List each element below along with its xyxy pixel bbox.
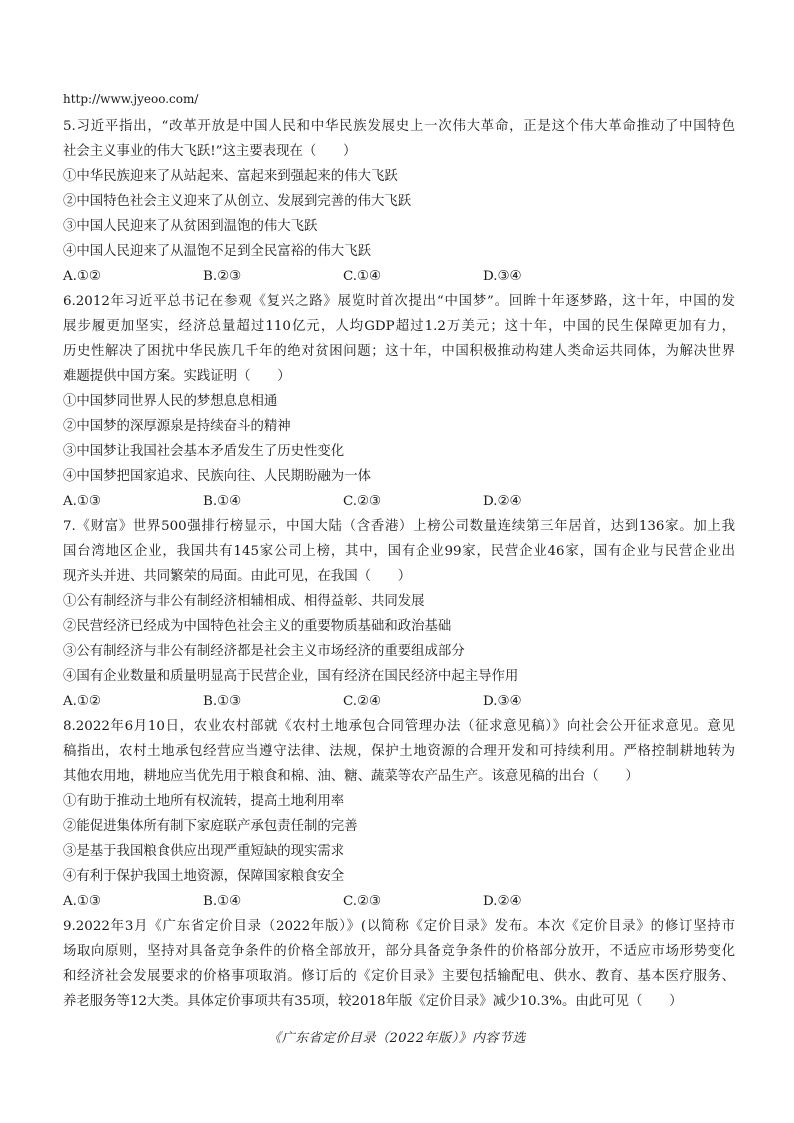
answer-choices bbox=[63, 489, 735, 514]
question-stem-line: 场取向原则，坚持对具备竞争条件的价格全部放开，部分具备竞争条件的价格部分放开，不适应市场形势变化 bbox=[63, 944, 735, 959]
answer-choice: B.②③ bbox=[203, 269, 242, 284]
statement-option: ④中国人民迎来了从温饱不足到全民富裕的伟大飞跃 bbox=[63, 244, 371, 259]
answer-choice: A.①② bbox=[63, 694, 101, 709]
answer-choice: B.①③ bbox=[203, 694, 242, 709]
answer-choice: C.②③ bbox=[343, 894, 382, 909]
answer-choices bbox=[63, 689, 735, 714]
statement-option: ③公有制经济与非公有制经济都是社会主义市场经济的重要组成部分 bbox=[63, 644, 465, 659]
question-block bbox=[63, 114, 735, 289]
statement-option: ④有利于保护我国土地资源，保障国家粮食安全 bbox=[63, 869, 345, 884]
question-stem-line: 6.2012年习近平总书记在参观《复兴之路》展览时首次提出“中国梦”。回眸十年逐梦路，这十年，中国的发 bbox=[63, 294, 735, 309]
statement-option: ②中国梦的深厚源泉是持续奋斗的精神 bbox=[63, 419, 291, 434]
question-block bbox=[63, 714, 735, 914]
answer-choice: C.②③ bbox=[343, 494, 382, 509]
answer-choice: D.②④ bbox=[483, 894, 522, 909]
answer-choices bbox=[63, 889, 735, 914]
answer-choice: B.①④ bbox=[203, 894, 242, 909]
answer-choice: D.③④ bbox=[483, 694, 522, 709]
statement-option: ②民营经济已经成为中国特色社会主义的重要物质基础和政治基础 bbox=[63, 619, 452, 634]
table-caption: 《广东省定价目录（2022年版）》内容节选 bbox=[267, 1031, 527, 1046]
answer-choice: D.②④ bbox=[483, 494, 522, 509]
answer-choice: D.③④ bbox=[483, 269, 522, 284]
statement-option: ③中国人民迎来了从贫困到温饱的伟大飞跃 bbox=[63, 219, 318, 234]
answer-choice: A.①③ bbox=[63, 894, 101, 909]
answer-choice: C.②④ bbox=[343, 694, 382, 709]
statement-option: ①中国梦同世界人民的梦想息息相通 bbox=[63, 394, 278, 409]
answer-choices bbox=[63, 264, 735, 289]
answer-choice: A.①③ bbox=[63, 494, 101, 509]
statement-option: ④中国梦把国家追求、民族向往、人民期盼融为一体 bbox=[63, 469, 371, 484]
statement-option: ①公有制经济与非公有制经济相辅相成、相得益彰、共同发展 bbox=[63, 594, 425, 609]
statement-option: ②能促进集体所有制下家庭联产承包责任制的完善 bbox=[63, 819, 358, 834]
question-block bbox=[63, 289, 735, 514]
question-stem-line: 和经济社会发展要求的价格事项取消。修订后的《定价目录》主要包括输配电、供水、教育、基本医疗服务、 bbox=[63, 969, 735, 984]
question-stem-line: 难题提供中国方案。实践证明（ ） bbox=[63, 369, 291, 384]
question-block bbox=[63, 914, 735, 1014]
question-stem-line: 历史性解决了困扰中华民族几千年的绝对贫困问题；这十年，中国积极推动构建人类命运共同体，为解决世界 bbox=[63, 344, 735, 359]
question-stem-line: 展步履更加坚实，经济总量超过110亿元，人均GDP超过1.2万美元；这十年，中国的民生保障更加有力， bbox=[63, 319, 735, 334]
question-stem-line: 7.《财富》世界500强排行榜显示，中国大陆（含香港）上榜公司数量连续第三年居首，达到136家。加上我 bbox=[63, 519, 735, 534]
statement-option: ③中国梦让我国社会基本矛盾发生了历史性变化 bbox=[63, 444, 345, 459]
statement-option: ③是基于我国粮食供应出现严重短缺的现实需求 bbox=[63, 844, 345, 859]
question-stem-line: 5.习近平指出，“改革开放是中国人民和中华民族发展史上一次伟大革命，正是这个伟大革命推动了中国特色 bbox=[63, 119, 735, 134]
answer-choice: B.①④ bbox=[203, 494, 242, 509]
statement-option: ②中国特色社会主义迎来了从创立、发展到完善的伟大飞跃 bbox=[63, 194, 412, 209]
question-stem-line: 国台湾地区企业，我国共有145家公司上榜，其中，国有企业99家，民营企业46家，国有企业与民营企业出 bbox=[63, 544, 735, 559]
answer-choice: A.①② bbox=[63, 269, 101, 284]
source-url: http://www.jyeoo.com/ bbox=[63, 92, 199, 106]
question-list bbox=[63, 114, 735, 1014]
statement-option: ①中华民族迎来了从站起来、富起来到强起来的伟大飞跃 bbox=[63, 169, 398, 184]
question-stem-line: 9.2022年3月《广东省定价目录（2022年版）》(以简称《定价目录》发布。本次《定价目录》的修订坚持市 bbox=[63, 919, 735, 934]
statement-option: ①有助于推动土地所有权流转，提高土地利用率 bbox=[63, 794, 345, 809]
question-stem-line: 现齐头并进、共同繁荣的局面。由此可见，在我国（ ） bbox=[63, 569, 412, 584]
question-stem-line: 其他农用地，耕地应当优先用于粮食和棉、油、糖、蔬菜等农产品生产。该意见稿的出台（ ） bbox=[63, 769, 639, 784]
question-block bbox=[63, 514, 735, 714]
question-stem-line: 养老服务等12大类。具体定价事项共有35项，较2018年版《定价目录》减少10.3%。由此可见（ ） bbox=[63, 994, 683, 1009]
question-stem-line: 8.2022年6月10日，农业农村部就《农村土地承包合同管理办法（征求意见稿）》向社会公开征求意见。意见 bbox=[63, 719, 735, 734]
question-stem-line: 社会主义事业的伟大飞跃!”这主要表现在（ ） bbox=[63, 144, 357, 159]
question-stem-line: 稿指出，农村土地承包经营应当遵守法律、法规，保护土地资源的合理开发和可持续利用。严格控制耕地转为 bbox=[63, 744, 735, 759]
statement-option: ④国有企业数量和质量明显高于民营企业，国有经济在国民经济中起主导作用 bbox=[63, 669, 519, 684]
answer-choice: C.①④ bbox=[343, 269, 382, 284]
